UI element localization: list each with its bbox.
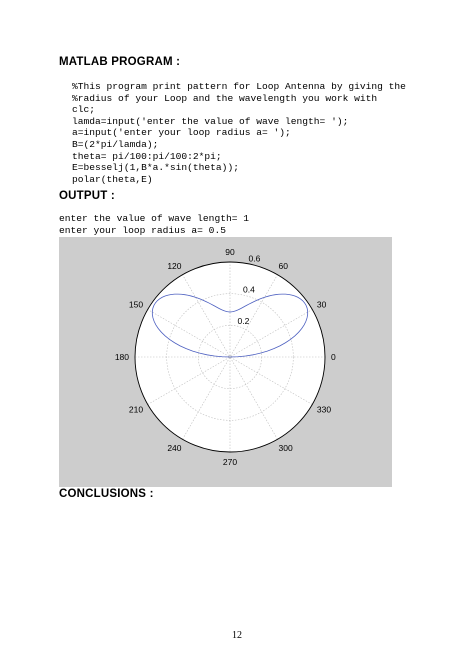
code-line: B=(2*pi/lamda); [72, 138, 159, 150]
code-line: %radius of your Loop and the wavelength you work with [72, 92, 378, 104]
angle-tick-label: 180 [114, 352, 129, 362]
code-line: polar(theta,E) [72, 173, 153, 185]
angle-tick-label: 30 [316, 299, 327, 310]
code-line: theta= pi/100:pi/100:2*pi; [72, 150, 222, 162]
page-number: 12 [232, 630, 242, 641]
angle-tick-label: 90 [225, 247, 235, 257]
angle-tick-label: 60 [278, 261, 288, 272]
angle-tick-label: 300 [278, 442, 293, 453]
angle-tick-label: 210 [128, 404, 144, 415]
figure-window [59, 237, 392, 487]
console-line: enter your loop radius a= 0.5 [59, 224, 226, 236]
code-line: a=input('enter your loop radius a= '); [72, 127, 291, 139]
code-block [72, 81, 432, 185]
radial-tick-label: 0.2 [237, 315, 250, 326]
radial-tick-label: 0.4 [242, 284, 255, 295]
angle-tick-label: 0 [331, 352, 336, 362]
output-heading: OUTPUT : [59, 190, 115, 202]
angle-tick-label: 150 [128, 299, 144, 310]
angle-tick-label: 120 [167, 261, 182, 272]
angle-tick-label: 330 [316, 404, 332, 415]
conclusions-heading: CONCLUSIONS : [59, 488, 154, 500]
console-line: enter the value of wave length= 1 [59, 213, 249, 224]
angle-tick-label: 240 [167, 442, 182, 453]
code-line: lamda=input('enter the value of wave length= '); [72, 115, 349, 127]
code-line: clc; [72, 104, 96, 116]
console-output [59, 213, 419, 236]
code-line: E=besselj(1,B*a.*sin(theta)); [72, 162, 239, 174]
radial-tick-label: 0.6 [248, 253, 261, 264]
code-line: %This program print pattern for Loop Antenna by giving the [72, 81, 406, 92]
matlab-program-heading: MATLAB PROGRAM : [59, 56, 181, 68]
polar-plot [59, 237, 392, 487]
angle-tick-label: 270 [222, 457, 238, 467]
